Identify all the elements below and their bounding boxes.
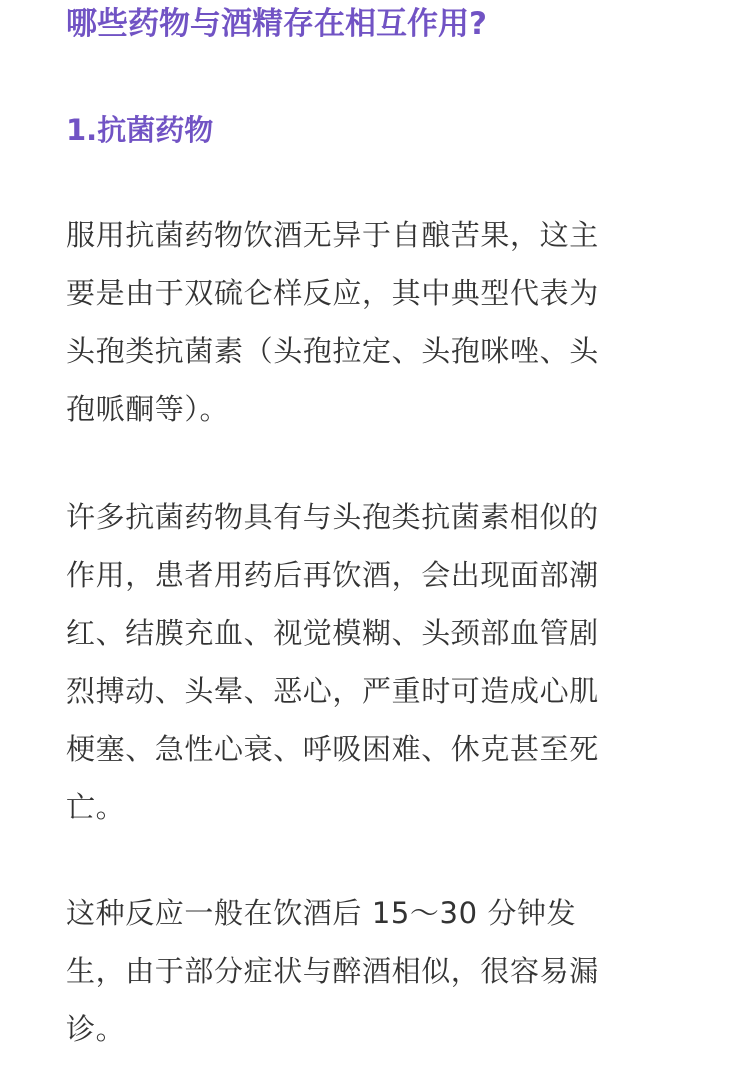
text-line: 头孢类抗菌素（头孢拉定、头孢咪唑、头 bbox=[66, 334, 599, 368]
section-heading: 1.抗菌药物 bbox=[66, 113, 214, 147]
text-line: 亡。 bbox=[66, 790, 126, 824]
text-line: 诊。 bbox=[66, 1012, 126, 1046]
text-line: 红、结膜充血、视觉模糊、头颈部血管剧 bbox=[66, 616, 599, 650]
paragraph-1 bbox=[66, 206, 686, 438]
text-line: 生，由于部分症状与醉酒相似，很容易漏 bbox=[66, 954, 599, 988]
text-line: 许多抗菌药物具有与头孢类抗菌素相似的 bbox=[66, 500, 599, 534]
paragraph-3 bbox=[66, 884, 686, 1058]
paragraph-2 bbox=[66, 488, 686, 836]
text-line: 孢哌酮等）。 bbox=[66, 392, 230, 426]
text-line: 烈搏动、头晕、恶心，严重时可造成心肌 bbox=[66, 674, 599, 708]
text-line: 要是由于双硫仑样反应，其中典型代表为 bbox=[66, 276, 599, 310]
text-line: 梗塞、急性心衰、呼吸困难、休克甚至死 bbox=[66, 732, 599, 766]
text-line: 服用抗菌药物饮酒无异于自酿苦果，这主 bbox=[66, 218, 599, 252]
text-line: 作用，患者用药后再饮酒，会出现面部潮 bbox=[66, 558, 599, 592]
text-line: 这种反应一般在饮酒后 15～30 分钟发 bbox=[66, 896, 577, 930]
article-title: 哪些药物与酒精存在相互作用? bbox=[66, 6, 487, 42]
